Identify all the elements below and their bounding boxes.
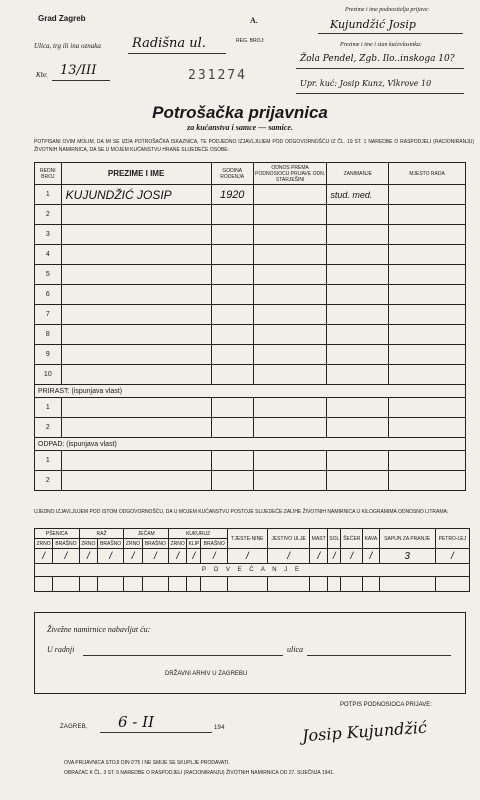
row-name bbox=[61, 345, 211, 365]
increase-cell bbox=[267, 577, 310, 592]
row-year bbox=[211, 205, 253, 225]
form-subtitle: za kućanstva i samce — samice. bbox=[187, 123, 293, 132]
form-letter: A. bbox=[250, 16, 258, 25]
row-name bbox=[61, 365, 211, 385]
row-number: 9 bbox=[35, 345, 62, 365]
stock-value: / bbox=[35, 549, 53, 564]
kbr-underline bbox=[52, 80, 110, 81]
stock-value: / bbox=[228, 549, 268, 564]
serial-stamp: 231274 bbox=[188, 68, 247, 83]
increase-cell bbox=[124, 577, 142, 592]
table-row bbox=[35, 305, 466, 325]
row-number: 2 bbox=[35, 418, 62, 438]
row-year: 1920 bbox=[211, 185, 253, 205]
row-occupation bbox=[327, 265, 389, 285]
increase-cell bbox=[435, 577, 469, 592]
row-relation bbox=[253, 365, 327, 385]
table-row bbox=[35, 225, 466, 245]
extra-underline bbox=[296, 93, 464, 94]
signature: Josip Kujundžić bbox=[301, 717, 428, 746]
single-header: ŠEĆER bbox=[341, 529, 363, 549]
sub-header: ZRNO bbox=[124, 539, 142, 549]
row-relation bbox=[253, 305, 327, 325]
row-name bbox=[61, 285, 211, 305]
sub-header: BRAŠNO bbox=[201, 539, 228, 549]
applicant-label: Prezime i ime podnositelja prijave: bbox=[345, 7, 430, 13]
row-work bbox=[389, 325, 466, 345]
row-number: 1 bbox=[35, 451, 62, 471]
row-occupation bbox=[327, 205, 389, 225]
row-relation bbox=[253, 325, 327, 345]
street-value: Radišna ul. bbox=[132, 36, 206, 51]
row-work bbox=[389, 185, 466, 205]
stock-value: / bbox=[267, 549, 310, 564]
row-relation bbox=[253, 205, 327, 225]
landlord-value: Žola Pendel, Zgb. Ilo..inskoga 10? bbox=[300, 54, 455, 64]
row-work bbox=[389, 365, 466, 385]
group-header: RAŽ bbox=[79, 529, 124, 539]
row-name bbox=[61, 265, 211, 285]
row-year bbox=[211, 325, 253, 345]
row-number: 3 bbox=[35, 225, 62, 245]
extra-value: Upr. kuć: Josip Kunz, Vlkrove 10 bbox=[300, 79, 432, 88]
row-relation bbox=[253, 265, 327, 285]
increase-cell bbox=[310, 577, 328, 592]
row-number: 4 bbox=[35, 245, 62, 265]
street-label: Ulica, trg ili ina oznaka bbox=[34, 42, 101, 50]
row-relation bbox=[253, 225, 327, 245]
row-number: 2 bbox=[35, 471, 62, 491]
archive-stamp: DRŽAVNI ARHIV U ZAGREBU bbox=[165, 671, 248, 677]
stock-value: / bbox=[328, 549, 341, 564]
food-source-label: Živežne namirnice nabavljat ću: bbox=[47, 625, 151, 634]
sub-header: KLIP bbox=[188, 540, 200, 547]
row-work bbox=[389, 205, 466, 225]
kbr-value: 13/III bbox=[60, 63, 97, 78]
row-work bbox=[389, 245, 466, 265]
sub-header: ZRNO bbox=[79, 539, 97, 549]
row-number: 7 bbox=[35, 305, 62, 325]
shop-underline bbox=[83, 655, 283, 656]
stock-value: / bbox=[310, 549, 328, 564]
row-relation bbox=[253, 185, 327, 205]
row-work bbox=[389, 345, 466, 365]
row-number: 6 bbox=[35, 285, 62, 305]
row-occupation bbox=[327, 365, 389, 385]
stock-value: / bbox=[187, 549, 201, 564]
arrival-section-label: PRIRAST: (ispunjava vlast) bbox=[35, 385, 466, 398]
row-name bbox=[61, 305, 211, 325]
single-header: SOL bbox=[328, 529, 341, 549]
row-relation bbox=[253, 345, 327, 365]
sub-header: BRAŠNO bbox=[142, 539, 169, 549]
group-header: JEČAM bbox=[124, 529, 169, 539]
kbr-label: Kbr. bbox=[36, 71, 48, 79]
row-year bbox=[211, 285, 253, 305]
single-header: SAPUN ZA PRANJE bbox=[379, 529, 435, 549]
stock-value: / bbox=[97, 549, 124, 564]
price-note: OVA PRIJAVNICA STOJI DIN 0'75 I NE SMIJE SE SKUPLJE PRODAVATI. bbox=[64, 760, 230, 766]
table-row bbox=[35, 418, 466, 438]
stock-value: / bbox=[201, 549, 228, 564]
row-work bbox=[389, 285, 466, 305]
street-underline bbox=[128, 53, 226, 54]
table-row bbox=[35, 451, 466, 471]
row-year bbox=[211, 345, 253, 365]
applicant-value: Kujundžić Josip bbox=[330, 18, 416, 31]
row-year bbox=[211, 245, 253, 265]
single-header: TJESTE-NINE bbox=[228, 529, 268, 549]
date-value: 6 - II bbox=[118, 713, 154, 731]
table-row bbox=[35, 345, 466, 365]
sub-header: ZRNO bbox=[35, 539, 53, 549]
table-row bbox=[35, 471, 466, 491]
table-row bbox=[35, 398, 466, 418]
table-row bbox=[35, 325, 466, 345]
single-header: JESTIVO ULJE bbox=[267, 529, 310, 549]
row-number: 8 bbox=[35, 325, 62, 345]
stock-value: / bbox=[124, 549, 142, 564]
landlord-underline bbox=[296, 68, 464, 69]
row-occupation: stud. med. bbox=[327, 185, 389, 205]
row-occupation bbox=[327, 245, 389, 265]
row-name bbox=[61, 225, 211, 245]
increase-cell bbox=[379, 577, 435, 592]
row-name bbox=[61, 245, 211, 265]
increase-cell bbox=[169, 577, 187, 592]
row-work bbox=[389, 305, 466, 325]
row-work bbox=[389, 225, 466, 245]
sub-header: ZRNO bbox=[169, 539, 187, 549]
sub-header: BRAŠNO bbox=[53, 539, 80, 549]
departure-section-label: ODPAD: (ispunjava vlast) bbox=[35, 438, 466, 451]
col-year-header: GODINA RODENJA bbox=[211, 163, 253, 185]
increase-cell bbox=[363, 577, 379, 592]
signer-label: POTPIS PODNOSIOCA PRIJAVE: bbox=[340, 702, 432, 708]
shop-box bbox=[34, 612, 466, 694]
food-stock-table bbox=[34, 528, 470, 592]
row-occupation bbox=[327, 345, 389, 365]
table-row bbox=[35, 205, 466, 225]
increase-cell bbox=[79, 577, 97, 592]
row-relation bbox=[253, 245, 327, 265]
single-header: MAST bbox=[310, 529, 328, 549]
shop-street-underline bbox=[307, 655, 451, 656]
row-work bbox=[389, 265, 466, 285]
group-header: KUKURUZ bbox=[169, 529, 228, 539]
stock-value: / bbox=[363, 549, 379, 564]
table-row bbox=[35, 245, 466, 265]
stock-value: / bbox=[169, 549, 187, 564]
row-number: 10 bbox=[35, 365, 62, 385]
row-occupation bbox=[327, 285, 389, 305]
row-relation bbox=[253, 285, 327, 305]
table-row bbox=[35, 185, 466, 205]
shop-label: U radnji bbox=[47, 645, 75, 654]
row-occupation bbox=[327, 325, 389, 345]
increase-cell bbox=[35, 577, 53, 592]
sub-header: BRAŠNO bbox=[97, 539, 124, 549]
increase-cell bbox=[228, 577, 268, 592]
increase-cell bbox=[187, 577, 201, 592]
col-work-header: MJESTO RADA bbox=[389, 163, 466, 185]
persons-table bbox=[34, 162, 466, 491]
row-occupation bbox=[327, 225, 389, 245]
row-name: KUJUNDŽIĆ JOSIP bbox=[61, 185, 211, 205]
increase-cell bbox=[142, 577, 169, 592]
stock-value: / bbox=[341, 549, 363, 564]
row-occupation bbox=[327, 305, 389, 325]
row-year bbox=[211, 305, 253, 325]
intro-text: POTPISANI OVIM MOLIM, DA MI SE IZDA POTROŠAČKA ISKAZNICA, TE PODJEDNO IZJAVLJUJEM POD ODGOVORNOŠĆU IZ ČL. 19 ST. 1 NAREDBE O RASPODJELI (RACIONIRANJU) ŽIVOTNIH NAMIRNICA, DA SE U MOJEM KUĆANSTVU HRANE SLIJEDEĆE OSOBE: bbox=[34, 139, 474, 153]
applicant-underline bbox=[318, 33, 463, 34]
stock-value: 3 bbox=[379, 549, 435, 564]
city-label: Grad Zagreb bbox=[38, 14, 86, 23]
col-name-header: PREZIME I IME bbox=[61, 163, 211, 185]
single-header: PETRO-LEJ bbox=[435, 529, 469, 549]
row-name bbox=[61, 205, 211, 225]
year-label: 194 bbox=[214, 725, 225, 731]
col-occupation-header: ZANIMANJE bbox=[327, 163, 389, 185]
form-title: Potrošačka prijavnica bbox=[152, 103, 328, 122]
table-row bbox=[35, 265, 466, 285]
stock-value: / bbox=[53, 549, 80, 564]
row-year bbox=[211, 225, 253, 245]
row-year bbox=[211, 365, 253, 385]
row-number: 2 bbox=[35, 205, 62, 225]
single-header: KAVA bbox=[363, 529, 379, 549]
increase-cell bbox=[97, 577, 124, 592]
increase-cell bbox=[53, 577, 80, 592]
date-underline bbox=[100, 732, 212, 733]
row-number: 5 bbox=[35, 265, 62, 285]
table-row bbox=[35, 365, 466, 385]
increase-cell bbox=[328, 577, 341, 592]
shop-street-label: ulica bbox=[287, 645, 303, 654]
stock-text: UJEDNO IZJAVLJUJEM POD ISTOM ODGOVORNOŠĆU, DA U MOJEM KUĆANSTVU POSTOJE SLIJEDEĆE ZALIHE ŽIVOTNIH NAMIRNICA U KILOGRAMIMA ODNOSNO LITRAMA: bbox=[34, 509, 449, 515]
row-number: 1 bbox=[35, 185, 62, 205]
landlord-label: Prezime i ime i stan kućevlasnika: bbox=[340, 42, 422, 48]
group-header: PŠENICA bbox=[35, 529, 80, 539]
legal-note: OBRAZAC K ČL. 3 ST. 5 NAREDBE O RASPODJELI (RACIONIRANJU) ŽIVOTNIH NAMIRNICA OD 27. SIJEČNJA 1941. bbox=[64, 770, 335, 776]
increase-cell bbox=[201, 577, 228, 592]
col-no-header: REDNI BROJ bbox=[35, 163, 62, 185]
row-year bbox=[211, 265, 253, 285]
increase-label: P O V E Ć A N J E bbox=[35, 564, 470, 577]
place-label: ZAGREB, bbox=[60, 724, 88, 730]
increase-cell bbox=[341, 577, 363, 592]
stock-value: / bbox=[142, 549, 169, 564]
row-number: 1 bbox=[35, 398, 62, 418]
table-row bbox=[35, 285, 466, 305]
stock-value: / bbox=[79, 549, 97, 564]
col-relation-header: ODNOS PREMA PODNOSIOCU PRIJAVE ODN. STARJEŠINI bbox=[255, 164, 326, 183]
stock-value: / bbox=[435, 549, 469, 564]
reg-number-label: REG. BROJ: bbox=[236, 38, 265, 44]
row-name bbox=[61, 325, 211, 345]
